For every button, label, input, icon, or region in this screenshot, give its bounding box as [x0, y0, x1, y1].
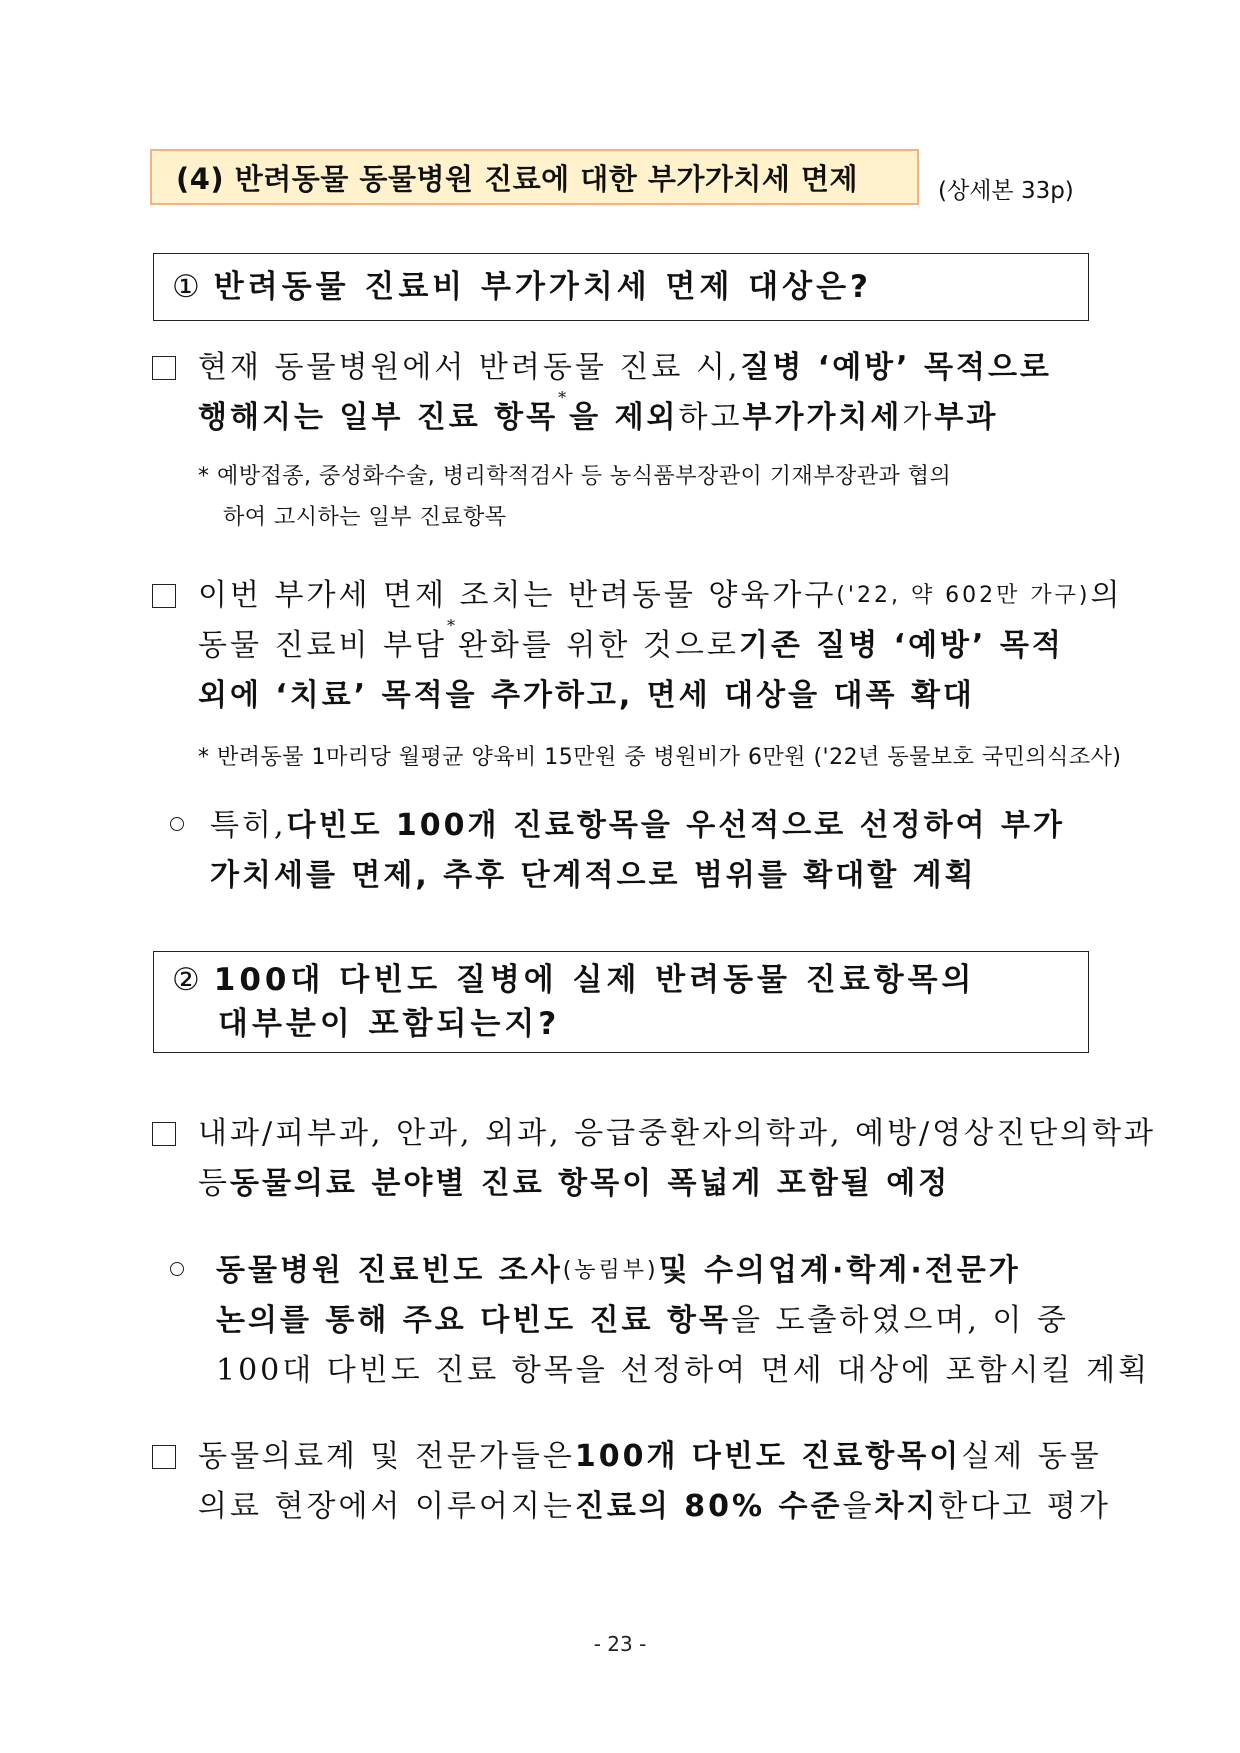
question-2-text-1: 100대 다빈도 질병에 실제 반려동물 진료항목의 [213, 962, 976, 998]
question-1-line [172, 265, 1088, 309]
text-segment: 부가가치세 [742, 400, 903, 435]
paragraph-line [198, 576, 1123, 616]
text-segment: 외에 ‘치료’ 목적을 추가하고, 면세 대상을 대폭 확대 [198, 678, 975, 713]
text-segment: 및 수의업계·학계·전문가 [658, 1253, 1021, 1288]
question-box-1 [153, 253, 1089, 321]
text-segment: 하고 [678, 400, 743, 435]
paragraph-line [210, 856, 998, 896]
text-segment: 을 제외 [569, 400, 679, 435]
section-title-text: (4) 반려동물 동물병원 진료에 대한 부가가치세 면제 [176, 161, 859, 196]
text-segment: 논의를 통해 주요 다빈도 진료 항목 [216, 1303, 731, 1338]
text-segment: 한다고 평가 [938, 1489, 1111, 1524]
text-segment: 특히, [210, 808, 287, 843]
section-title [150, 149, 919, 205]
question-number-1: ① [172, 269, 204, 305]
footnote-continued: 하여 고시하는 일부 진료항목 [223, 505, 507, 530]
question-2-line-2 [172, 1002, 1088, 1046]
text-segment: ('22, 약 602만 가구) [836, 583, 1091, 608]
text-segment: 가치세를 면제, 추후 단계적으로 범위를 확대할 계획 [210, 858, 977, 893]
text-segment: 동물의료 분야별 진료 항목이 폭넓게 포함될 예정 [229, 1166, 951, 1201]
square-bullet-icon [152, 584, 176, 608]
page-number: - 23 - [593, 1632, 647, 1656]
paragraph-line [216, 1351, 1151, 1391]
circle-bullet-icon [170, 1262, 184, 1276]
paragraph-line [216, 1301, 1088, 1341]
text-segment: 실제 동물 [961, 1439, 1102, 1474]
text-segment: 을 [842, 1489, 875, 1524]
question-box-2 [153, 951, 1089, 1053]
square-bullet-icon [152, 356, 176, 380]
square-bullet-icon [152, 1445, 176, 1469]
question-2-line-1 [172, 958, 1088, 1002]
text-segment: 동물의료계 및 전문가들은 [198, 1439, 575, 1474]
text-segment: 을 도출하였으며, 이 중 [730, 1303, 1069, 1338]
text-segment: (농림부) [562, 1258, 659, 1283]
text-segment: * [446, 616, 458, 635]
paragraph-line [198, 1437, 1102, 1477]
square-bullet-icon [152, 1122, 176, 1146]
text-segment: 의료 현장에서 이루어지는 [198, 1489, 575, 1524]
text-segment: 내과/피부과, 안과, 외과, 응급중환자의학과, 예방/영상진단의학과 [198, 1116, 1156, 1151]
question-1-text: 반려동물 진료비 부가가치세 면제 대상은? [213, 269, 873, 305]
reference-note: (상세본 33p) [938, 178, 1074, 204]
text-segment: 100개 다빈도 진료항목이 [574, 1439, 962, 1474]
text-segment: 행해지는 일부 진료 항목 [198, 400, 559, 435]
paragraph-line [216, 1251, 1088, 1291]
text-segment: 가 [902, 400, 935, 435]
paragraph-line [198, 616, 1088, 666]
text-segment: 완화를 위한 것으로 [457, 628, 739, 663]
text-segment: 현재 동물병원에서 반려동물 진료 시, [198, 350, 741, 385]
text-segment: 등 [198, 1166, 230, 1201]
text-segment: 다빈도 100개 진료항목을 우선적으로 선정하여 부가 [286, 808, 1065, 843]
text-segment: 질병 ‘예방’ 목적으로 [740, 350, 1052, 385]
text-segment: 진료의 80% 수준 [574, 1489, 843, 1524]
paragraph-line [198, 1487, 1111, 1527]
paragraph-line [198, 676, 1006, 716]
text-segment: 이번 부가세 면제 조치는 반려동물 양육가구 [198, 578, 837, 613]
paragraph-line [198, 388, 1044, 438]
footnote: * 반려동물 1마리당 월평균 양육비 15만원 중 병원비가 6만원 ('22년 동물보호 국민의식조사) [198, 745, 1122, 770]
text-segment: 차지 [874, 1489, 939, 1524]
paragraph-line [198, 1114, 1156, 1154]
paragraph-line [210, 806, 1088, 846]
text-segment: * [558, 388, 570, 407]
question-number-2: ② [172, 962, 204, 998]
text-segment: 동물 진료비 부담 [198, 628, 447, 663]
paragraph-line [198, 1164, 960, 1204]
text-segment: 동물병원 진료빈도 조사 [216, 1253, 563, 1288]
text-segment: 부과 [934, 400, 999, 435]
text-segment: 100대 다빈도 진료 항목을 선정하여 면세 대상에 포함시킬 계획 [216, 1353, 1151, 1388]
text-segment: 의 [1090, 578, 1123, 613]
paragraph-line [198, 348, 1088, 388]
footnote: * 예방접종, 중성화수술, 병리학적검사 등 농식품부장관이 기재부장관과 협의 [198, 464, 952, 489]
text-segment: 기존 질병 ‘예방’ 목적 [738, 628, 1064, 663]
circle-bullet-icon [170, 817, 184, 831]
question-2-text-2: 대부분이 포함되는지? [218, 1006, 561, 1042]
